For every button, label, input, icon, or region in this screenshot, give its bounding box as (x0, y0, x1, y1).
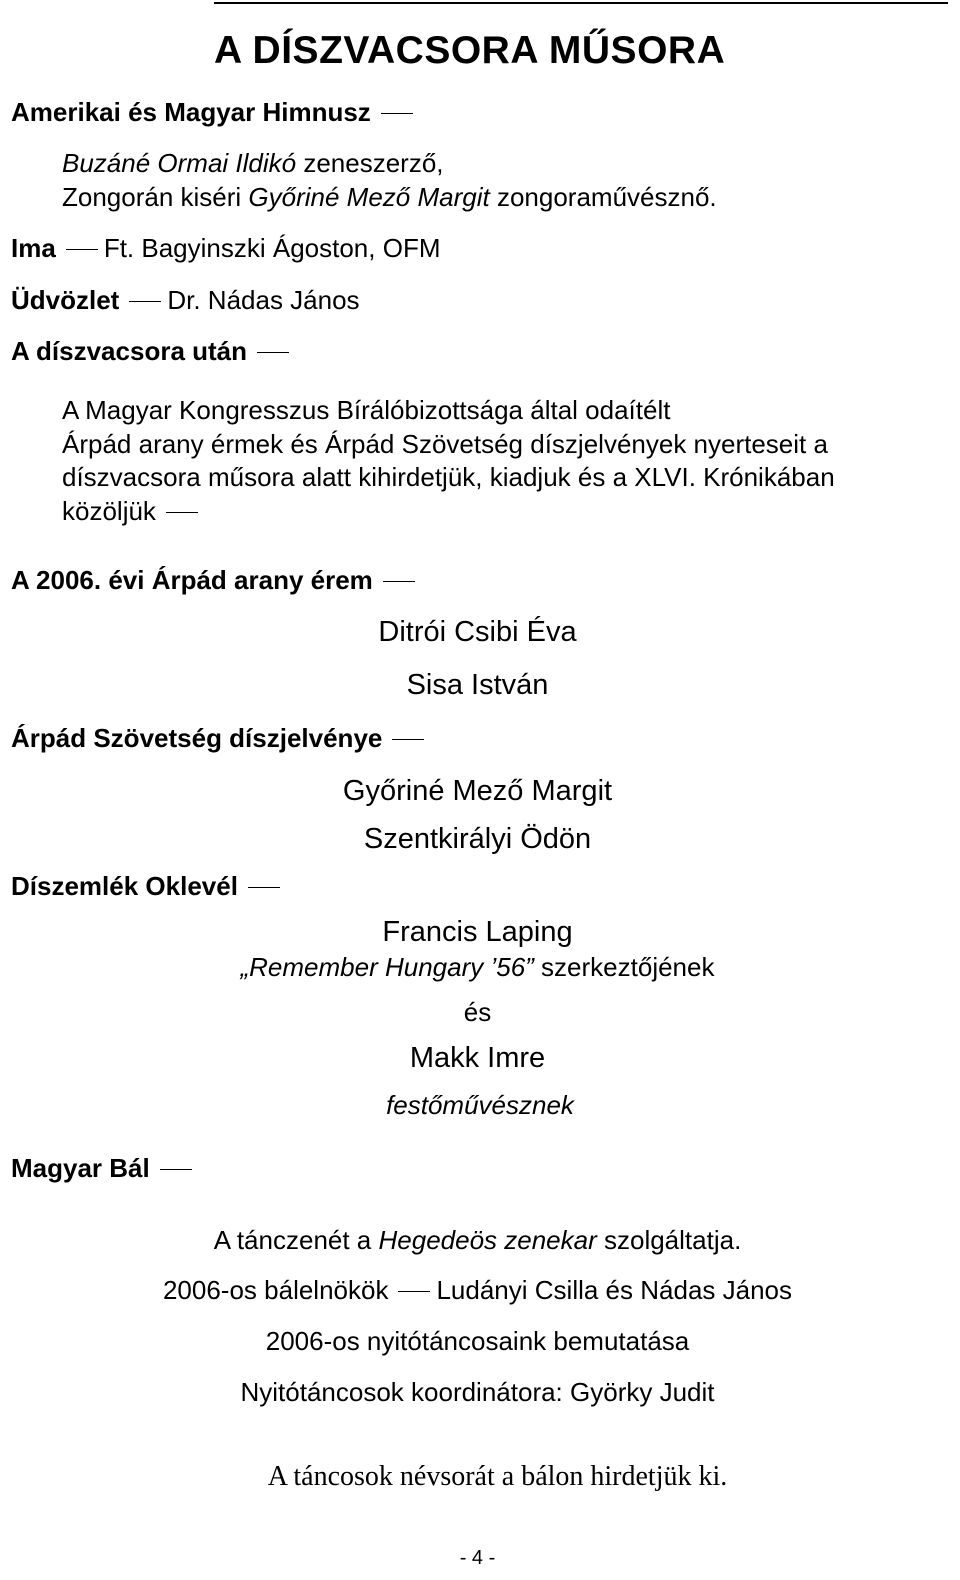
gold-medal-heading: A 2006. évi Árpád arany érem (11, 565, 421, 596)
page-title: A DÍSZVACSORA MŰSORA (214, 29, 726, 72)
ball-coordinator-line: Nyitótáncosok koordinátora: Györky Judit (240, 1377, 715, 1407)
after-dinner-paragraph-line-2: Árpád arany érmek és Árpád Szövetség díszjelvények nyerteseit a (62, 429, 828, 459)
prayer-line: Ima Ft. Bagyinszki Ágoston, OFM (11, 233, 441, 263)
page-number: - 4 - (459, 1547, 496, 1569)
badge-recipient-2: Szentkirályi Ödön (363, 823, 592, 855)
gold-medal-recipient-2: Sisa István (406, 669, 549, 701)
badge-recipient-1: Győriné Mező Margit (342, 775, 613, 807)
diploma-recipient-2: Makk Imre (409, 1042, 546, 1074)
anthem-heading: Amerikai és Magyar Himnusz (11, 97, 419, 128)
em-dash (129, 301, 161, 302)
ball-heading: Magyar Bál (11, 1153, 198, 1184)
ball-music-line: A tánczenét a Hegedeös zenekar szolgáltatja. (213, 1225, 742, 1255)
em-dash (381, 113, 413, 114)
badge-heading: Árpád Szövetség díszjelvénye (11, 723, 430, 754)
diploma-recipient-1-role: „Remember Hungary ’56” szerkeztőjének (240, 952, 715, 982)
diploma-and: és (463, 997, 492, 1027)
after-dinner-heading: A díszvacsora után (11, 336, 295, 367)
em-dash (398, 1291, 430, 1292)
after-dinner-paragraph-line-4: közöljük (62, 496, 204, 527)
em-dash (160, 1169, 192, 1170)
em-dash (248, 887, 280, 888)
em-dash (166, 512, 198, 513)
after-dinner-paragraph-line-1: A Magyar Kongresszus Bírálóbizottsága által odaítélt (62, 395, 671, 425)
welcome-line: Üdvözlet Dr. Nádas János (11, 285, 360, 315)
em-dash (383, 581, 415, 582)
ball-presidents-line: 2006-os bálelnökök Ludányi Csilla és Nádas János (162, 1275, 793, 1305)
gold-medal-recipient-1: Ditrói Csibi Éva (378, 616, 577, 648)
ball-note: A táncosok névsorát a bálon hirdetjük ki. (267, 1461, 728, 1492)
ball-debutantes-line: 2006-os nyitótáncosaink bemutatása (265, 1326, 690, 1356)
em-dash (66, 249, 98, 250)
em-dash (257, 352, 289, 353)
diploma-heading: Díszemlék Oklevél (11, 871, 286, 902)
after-dinner-paragraph-line-3: díszvacsora műsora alatt kihirdetjük, kiadjuk és a XLVI. Krónikában (62, 462, 835, 492)
anthem-line-2: Zongorán kiséri Győriné Mező Margit zongoraművésznő. (62, 182, 717, 212)
anthem-line-1: Buzáné Ormai Ildikó zeneszerző, (62, 148, 444, 178)
diploma-recipient-2-role: festőművésznek (386, 1090, 574, 1120)
diploma-recipient-1: Francis Laping (382, 916, 573, 948)
em-dash (392, 739, 424, 740)
top-rule (214, 2, 948, 4)
